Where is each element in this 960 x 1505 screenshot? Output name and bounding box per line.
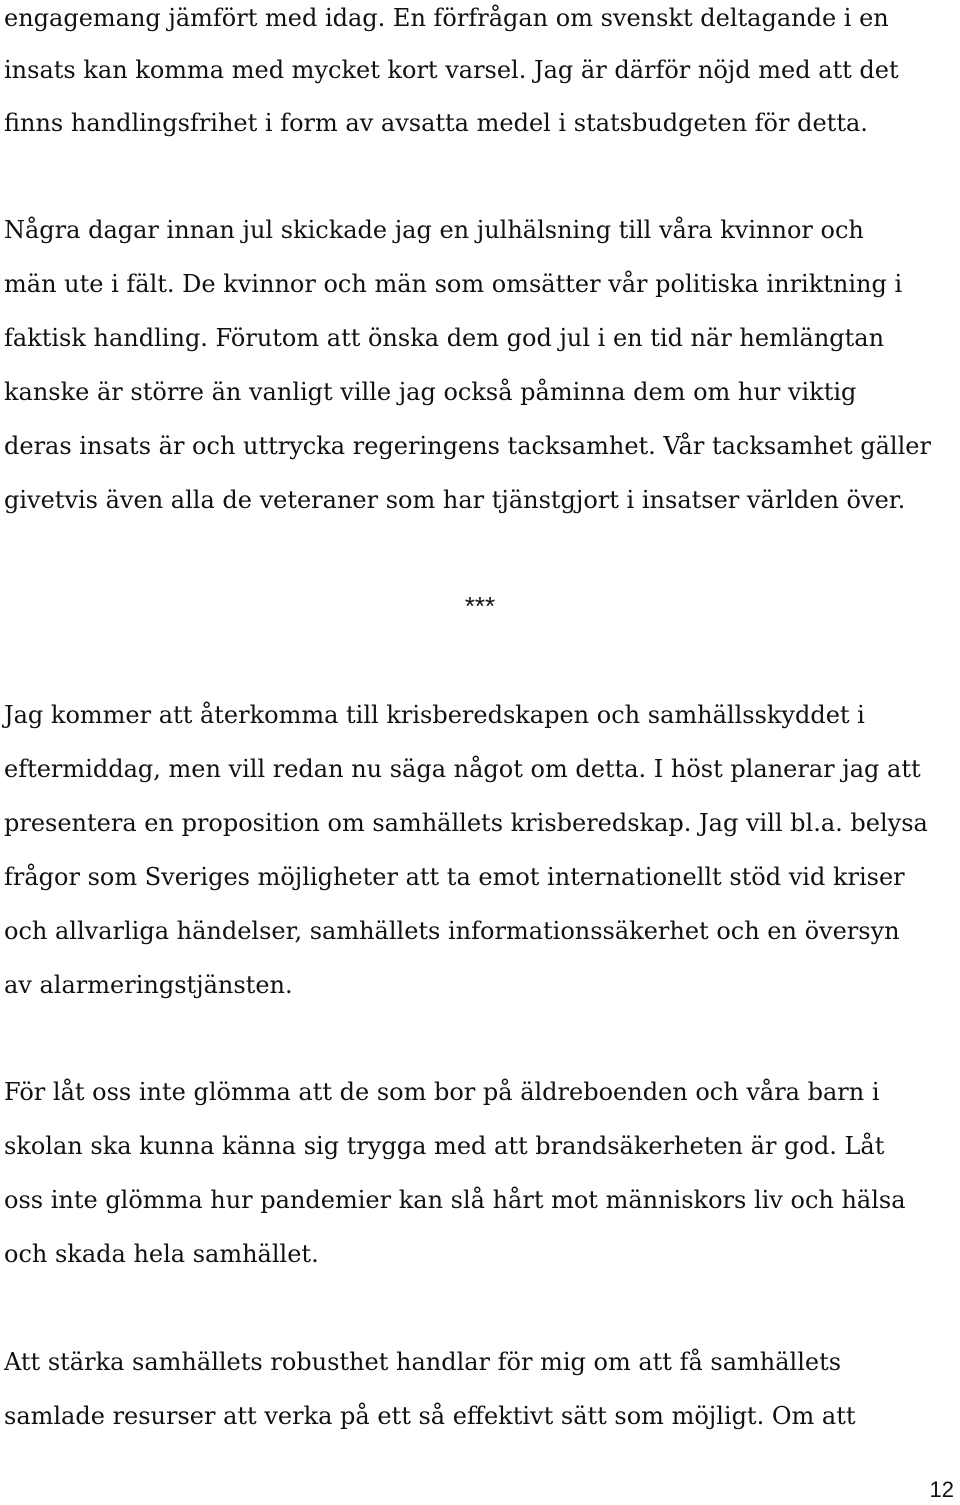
paragraph-1-line-1: engagemang jämfört med idag. En förfrågan om svenskt deltagande i en [4,4,889,32]
paragraph-4-line-4: och skada hela samhället. [4,1240,319,1268]
paragraph-2-line-6: givetvis även alla de veteraner som har tjänstgjort i insatser världen över. [4,486,906,514]
paragraph-1-line-2: insats kan komma med mycket kort varsel. Jag är därför nöjd med att det [4,56,899,84]
paragraph-3-line-1: Jag kommer att återkomma till krisberedskapen och samhällsskyddet i [4,701,865,729]
paragraph-1-line-3: finns handlingsfrihet i form av avsatta medel i statsbudgeten för detta. [4,109,868,137]
paragraph-3-line-6: av alarmeringstjänsten. [4,971,293,999]
paragraph-2-line-2: män ute i fält. De kvinnor och män som omsätter vår politiska inriktning i [4,270,903,298]
paragraph-2-line-4: kanske är större än vanligt ville jag också påminna dem om hur viktig [4,378,857,406]
paragraph-4-line-2: skolan ska kunna känna sig trygga med att brandsäkerheten är god. Låt [4,1132,885,1160]
paragraph-3-line-4: frågor som Sveriges möjligheter att ta emot internationellt stöd vid kriser [4,863,905,891]
paragraph-4-line-3: oss inte glömma hur pandemier kan slå hårt mot människors liv och hälsa [4,1186,906,1214]
paragraph-2-line-3: faktisk handling. Förutom att önska dem god jul i en tid när hemlängtan [4,324,885,352]
section-separator: *** [464,591,496,621]
paragraph-2-line-5: deras insats är och uttrycka regeringens tacksamhet. Vår tacksamhet gäller [4,432,931,460]
page-number: 12 [929,1477,954,1502]
paragraph-4-line-1: För låt oss inte glömma att de som bor på äldreboenden och våra barn i [4,1078,880,1106]
paragraph-3-line-3: presentera en proposition om samhällets krisberedskap. Jag vill bl.a. belysa [4,809,928,837]
paragraph-3-line-5: och allvarliga händelser, samhällets informationssäkerhet och en översyn [4,917,900,945]
paragraph-5-line-2: samlade resurser att verka på ett så effektivt sätt som möjligt. Om att [4,1402,856,1430]
paragraph-2-line-1: Några dagar innan jul skickade jag en julhälsning till våra kvinnor och [4,216,864,244]
paragraph-3-line-2: eftermiddag, men vill redan nu säga något om detta. I höst planerar jag att [4,755,921,783]
paragraph-5-line-1: Att stärka samhällets robusthet handlar för mig om att få samhällets [4,1348,842,1376]
